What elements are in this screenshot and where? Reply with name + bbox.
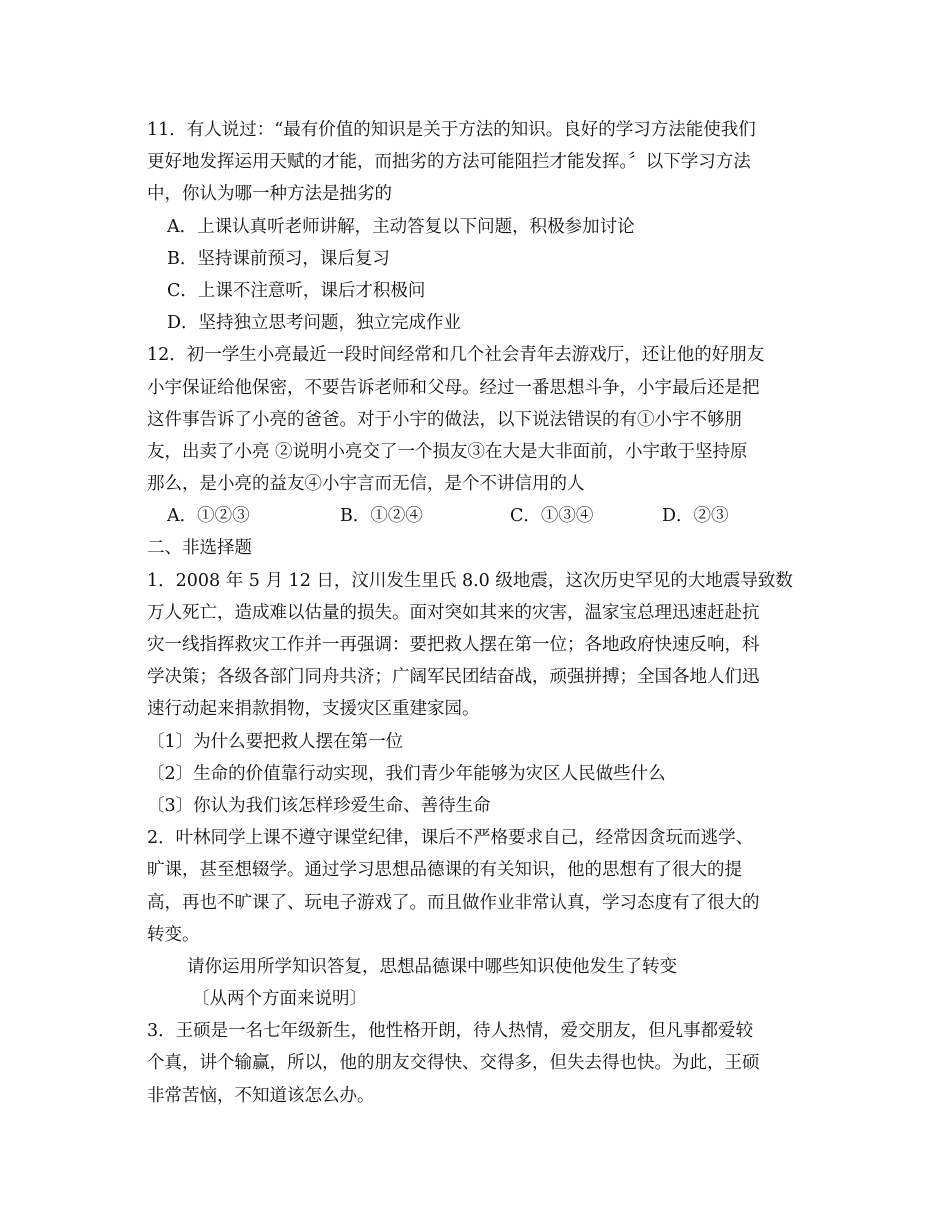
- question-11-stem-line: 11．有人说过：“最有价值的知识是关于方法的知识。良好的学习方法能使我们: [147, 120, 756, 140]
- question-11: [147, 114, 807, 339]
- question-12-stem-line: 小宇保证给他保密，不要告诉老师和父母。经过一番思想斗争，小宇最后还是把: [147, 377, 760, 398]
- problem-3-text-line: 非常苦恼，不知道该怎么办。: [147, 1085, 375, 1106]
- question-11-stem-line: 中，你认为哪一种方法是拙劣的: [147, 184, 392, 205]
- question-12-option-c: C．①③④: [510, 506, 594, 527]
- problem-2-text-line: 2．叶林同学上课不遵守课堂纪律，课后不严格要求自己，经常因贪玩而逃学、: [147, 828, 754, 849]
- problem-1-text-line: 1．2008 年 5 月 12 日，汶川发生里氏 8.0 级地震，这次历史罕见的大地震导致数: [147, 570, 793, 591]
- problem-2-text-line: 高，再也不旷课了、玩电子游戏了。而且做作业非常认真，学习态度有了很大的: [147, 892, 760, 913]
- question-12-stem-line: 友，出卖了小亮 ②说明小亮交了一个损友③在大是大非面前，小宇敢于坚持原: [147, 441, 748, 462]
- question-12-stem-line: 12．初一学生小亮最近一段时间经常和几个社会青年去游戏厅，还让他的好朋友: [147, 345, 765, 366]
- problem-3-text-line: 3．王硕是一名七年级新生，他性格开朗，待人热情，爱交朋友，但凡事都爱较: [147, 1021, 754, 1042]
- question-12-stem-line: 这件事告诉了小亮的爸爸。对于小宇的做法，以下说法错误的有①小宇不够朋: [147, 409, 742, 430]
- document-page: [147, 114, 807, 1112]
- problem-2-text-line: 转变。: [147, 924, 200, 945]
- question-11-option-d: D．坚持独立思考问题，独立完成作业: [167, 313, 462, 334]
- question-12-stem-line: 那么，是小亮的益友④小宇言而无信，是个不讲信用的人: [147, 474, 585, 495]
- problem-3: [147, 1015, 807, 1112]
- problem-2-text-line: 旷课，甚至想辍学。通过学习思想品德课的有关知识，他的思想有了很大的提: [147, 860, 742, 881]
- question-12: [147, 339, 807, 532]
- problem-1: [147, 565, 807, 823]
- section-heading: 二、非选择题: [147, 538, 252, 559]
- problem-1-sub-question-1: 〔1〕为什么要把救人摆在第一位: [147, 731, 404, 752]
- question-12-options: [147, 500, 807, 532]
- problem-1-text-line: 学决策；各级各部门同舟共济；广阔军民团结奋战，顽强拼搏；全国各地人们迅: [147, 667, 760, 688]
- problem-1-text-line: 万人死亡，造成难以估量的损失。面对突如其来的灾害，温家宝总理迅速赶赴抗: [147, 602, 760, 623]
- question-11-stem-line: 更好地发挥运用天赋的才能，而拙劣的方法可能阻拦才能发挥。〞以下学习方法: [147, 152, 751, 173]
- problem-2-prompt: 请你运用所学知识答复，思想品德课中哪些知识使他发生了转变: [187, 956, 677, 977]
- problem-1-sub-question-2: 〔2〕生命的价值靠行动实现，我们青少年能够为灾区人民做些什么: [147, 763, 666, 784]
- question-12-option-b: B．①②④: [340, 506, 423, 527]
- problem-2: [147, 822, 807, 1015]
- question-11-option-a: A．上课认真听老师讲解，主动答复以下问题，积极参加讨论: [167, 216, 635, 237]
- question-12-option-a: A．①②③: [167, 506, 250, 527]
- question-11-option-c: C．上课不注意听，课后才积极问: [167, 280, 426, 301]
- question-12-option-d: D．②③: [662, 506, 729, 527]
- problem-1-text-line: 速行动起来捐款捐物，支援灾区重建家园。: [147, 699, 480, 720]
- problem-1-text-line: 灾一线指挥救灾工作并一再强调：要把救人摆在第一位；各地政府快速反响，科: [147, 635, 760, 655]
- problem-1-sub-question-3: 〔3〕你认为我们该怎样珍爱生命、善待生命: [147, 795, 491, 816]
- problem-3-text-line: 个真，讲个输赢，所以，他的朋友交得快、交得多，但失去得也快。为此，王硕: [147, 1053, 760, 1074]
- question-11-option-b: B．坚持课前预习，课后复习: [167, 248, 390, 269]
- problem-2-note: 〔从两个方面来说明〕: [192, 989, 367, 1010]
